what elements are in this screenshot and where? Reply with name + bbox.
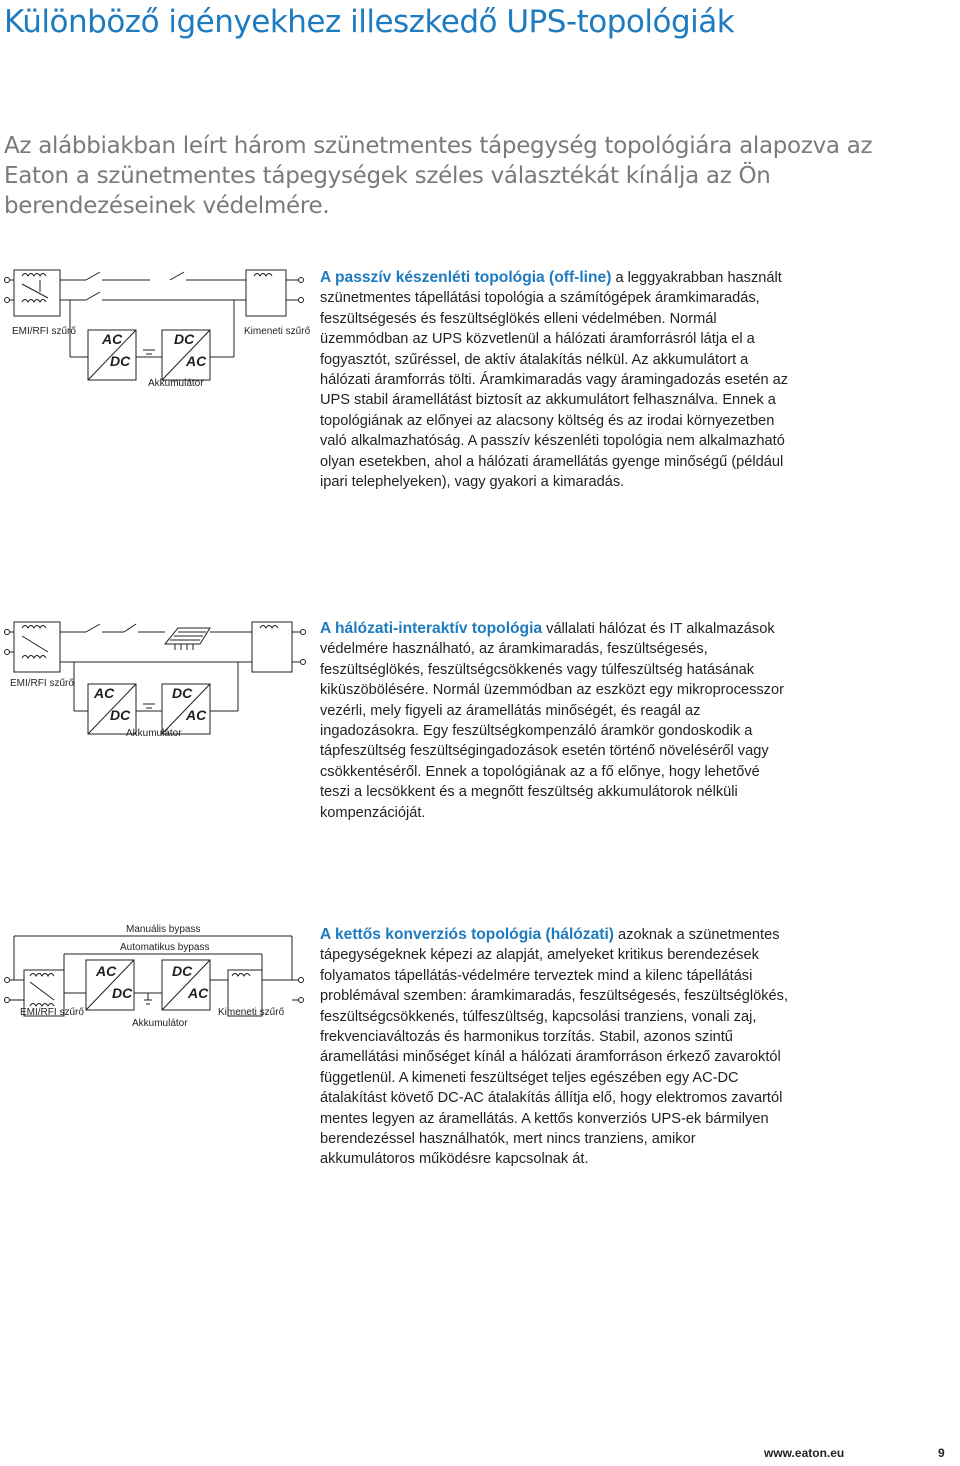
inverter-top-label: DC <box>172 963 193 979</box>
offline-lead: A passzív készenléti topológia (off-line) <box>320 269 612 286</box>
line-interactive-topology-diagram <box>0 614 310 754</box>
rectifier-bottom-label: DC <box>110 353 131 369</box>
inverter-top-label: DC <box>174 331 195 347</box>
rectifier-top-label: AC <box>96 963 117 979</box>
offline-description <box>320 268 790 492</box>
battery-label: Akkumulátor <box>132 1018 188 1029</box>
rectifier-top-label: AC <box>102 331 123 347</box>
page-number: 9 <box>938 1446 945 1460</box>
footer-url-link[interactable]: www.eaton.eu <box>764 1446 845 1460</box>
output-filter-label: Kimeneti szűrő <box>218 1007 285 1018</box>
double-conversion-lead: A kettős konverziós topológia (hálózati) <box>320 926 614 943</box>
emi-filter-label: EMI/RFI szűrő <box>12 326 76 337</box>
inverter-bottom-label: AC <box>186 707 207 723</box>
battery-label: Akkumulátor <box>148 378 204 389</box>
battery-label: Akkumulátor <box>126 728 182 739</box>
line-interactive-description <box>320 619 790 823</box>
rectifier-bottom-label: DC <box>112 985 133 1001</box>
inverter-top-label: DC <box>172 685 193 701</box>
manual-bypass-label: Manuális bypass <box>126 924 201 935</box>
offline-body: a leggyakrabban használt szünetmentes tápellátási topológia a számítógépek áramkimaradás, feszültségesés és feszültséglökés elleni védelmében. Normál üzemmódban az UPS közvetlenül a hálózati áramforrásról látja el a fogyasztót, szűréssel, de aktív átalakítás nélkül. Az akkumulátort a hálózati áramforrás tölti. Áramkimaradás vagy áramingadozás esetén az UPS stabil áramellátást biztosít az akkumulátort felhasználva. Ennek a topológiának az előnyei az alacsony költség és az irodai környezetben való alkalmazhatóság. A passzív készenléti topológia nem alkalmazható olyan esetekben, ahol a hálózati áramellátás gyenge minőségű (például ipari telephelyeken), vagy gyakori a kimaradás. <box>320 270 789 491</box>
inverter-bottom-label: AC <box>188 985 209 1001</box>
line-interactive-body: vállalati hálózat és IT alkalmazások védelmére használható, az áramkimaradás, feszültségesés, feszültséglökés, feszültségcsökkenés vagy túlfeszültség hatásának kiküszöbölésére. Normál üzemmódban az eszközt egy mikroprocesszor vezérli, mely figyeli az áramellátás minőségét, és reagál az ingadozásokra. Egy feszültségkompenzáló áramkör gondoskodik a tápfeszültség feszültségingadozások esetén történő növeléséről vagy csökkentéséről. Ennek a topológiának az a fő előnye, hogy lehetővé teszi a lecsökkent és a megnőtt feszültség akkumulátorok nélküli kompenzációját. <box>320 621 784 821</box>
page-title: Különböző igényekhez illeszkedő UPS-topológiák <box>4 4 735 40</box>
intro-paragraph: Az alábbiakban leírt három szünetmentes tápegység topológiára alapozva az Eaton a szünetmentes tápegységek széles választékát kínálja az Ön berendezéseinek védelmére. <box>4 133 873 219</box>
line-interactive-lead: A hálózati-interaktív topológia <box>320 620 543 637</box>
section-line-interactive <box>0 614 960 834</box>
emi-filter-label: EMI/RFI szűrő <box>10 678 74 689</box>
rectifier-bottom-label: DC <box>110 707 131 723</box>
double-conversion-topology-diagram <box>0 920 310 1040</box>
double-conversion-description <box>320 925 790 1170</box>
offline-topology-diagram <box>0 262 310 402</box>
inverter-bottom-label: AC <box>186 353 207 369</box>
section-double-conversion <box>0 920 960 1200</box>
output-filter-label: Kimeneti szűrő <box>244 326 310 337</box>
automatic-bypass-label: Automatikus bypass <box>120 942 210 953</box>
section-offline <box>0 262 960 522</box>
double-conversion-body: azoknak a szünetmentes tápegységeknek képezi az alapját, amelyeket kritikus berendezések folyamatos tápellátás-védelmére terveztek mind a kilenc tápellátási problémával szemben: áramkimaradás, feszültségesés, feszültséglökés, feszültségcsökkenés, túlfeszültség, kapcsolási tranziens, vonali zaj, frekvenciaváltozás és harmonikus torzítás. Stabil, azonos szintű áramellátási minőséget kínál a hálózati áramforráson érkező zavaroktól függetlenül. A kimeneti feszültséget teljes egészében egy AC-DC átalakítást követő DC-AC átalakítás állítja elő, hogy elektromos zavartól mentes legyen az áramellátás. A kettős konverziós UPS-ek bármilyen berendezéssel használhatók, mert nincs tranziens, amikor akkumulátoros működésre kapcsolnak át. <box>320 927 789 1168</box>
emi-filter-label: EMI/RFI szűrő <box>20 1007 84 1018</box>
rectifier-top-label: AC <box>94 685 115 701</box>
